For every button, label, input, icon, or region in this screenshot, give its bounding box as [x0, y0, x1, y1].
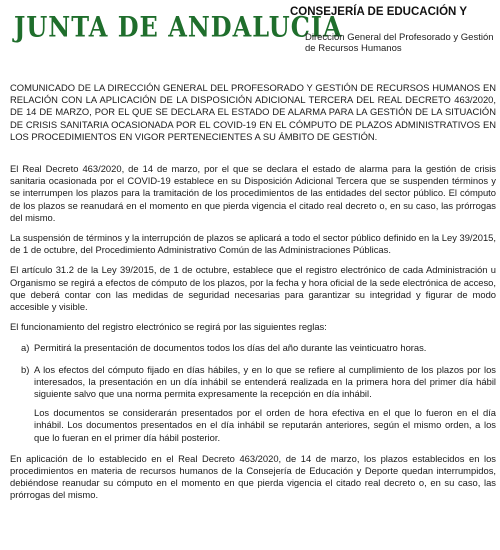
document-header	[0, 0, 500, 62]
department-name: CONSEJERÍA DE EDUCACIÓN Y	[290, 6, 468, 18]
rule-a-text: Permitirá la presentación de documentos todos los días del año durante las veinticuatro horas.	[34, 342, 427, 354]
rule-a-marker: a)	[21, 342, 30, 354]
directorate-name: Dirección General del Profesorado y Gestión de Recursos Humanos	[305, 32, 494, 54]
paragraph-application: En aplicación de lo establecido en el Real Decreto 463/2020, de 14 de marzo, los plazos establecidos en los procedimientos en materia de recursos humanos de la Consejería de Educación y Deporte quedan interrumpidos, debiéndose reanudar su cómputo en el momento en que pierda vigencia el citado real decreto o, en su caso, las prórrogas del mismo.	[10, 452, 496, 501]
junta-de-andalucia-logo: JUNTA DE ANDALUCIA	[14, 10, 343, 44]
rule-a	[10, 342, 496, 354]
rule-b-marker: b)	[21, 363, 30, 375]
rule-b-body	[34, 364, 496, 444]
paragraph-suspension: La suspensión de términos y la interrupción de plazos se aplicará a todo el sector público definido en la Ley 39/2015, de 1 de octubre, del Procedimiento Administrativo Común de las Administraciones Públicas.	[10, 232, 496, 256]
rule-b	[10, 364, 496, 444]
document-body	[10, 82, 496, 510]
paragraph-royal-decree: El Real Decreto 463/2020, de 14 de marzo, por el que se declara el estado de alarma para la gestión de crisis sanitaria ocasionada por el COVID-19 establece en su Disposición Adicional Tercera que se suspenden términos y se interrumpen los plazos para la tramitación de los procedimientos de las entidades del sector público. El cómputo de los plazos se reanudará en el momento en que pierda vigencia el citado real decreto o, en su caso, las prórrogas del mismo.	[10, 163, 496, 223]
rules-intro: El funcionamiento del registro electrónico se regirá por las siguientes reglas:	[10, 321, 327, 333]
rule-b-text-1: A los efectos del cómputo fijado en días hábiles, y en lo que se refiere al cumplimiento de los plazos por los interesados, la presentación en un día inhábil se entenderá realizada en la primera hora del primer día hábil siguiente salvo que una norma permita expresamente la recepción en día inhábil.	[34, 363, 496, 400]
paragraph-article-31: El artículo 31.2 de la Ley 39/2015, de 1 de octubre, establece que el registro electrónico de cada Administración u Organismo se regirá a efectos de cómputo de los plazos, por la fecha y hora oficial de la sede electrónica de acceso, que deberá contar con las medidas de seguridad necesarias para garantizar su integridad y figurar de modo accesible y visible.	[10, 264, 496, 313]
document-title: COMUNICADO DE LA DIRECCIÓN GENERAL DEL PROFESORADO Y GESTIÓN DE RECURSOS HUMANOS EN RELACIÓN CON LA APLICACIÓN DE LA DISPOSICIÓN ADICIONAL TERCERA DEL REAL DECRETO 463/2020, DE 14 DE MARZO, POR EL QUE SE DECLARA EL ESTADO DE ALARMA PARA LA GESTIÓN DE LA SITUACIÓN DE CRISIS SANITARIA OCASIONADA POR EL COVID-19 EN EL CÓMPUTO DE PLAZOS ADMINISTRATIVOS EN LOS PROCEDIMIENTOS EN VIGOR PERTENECIENTES A SU ÁMBITO DE GESTIÓN.	[10, 82, 496, 142]
rule-b-text-2: Los documentos se considerarán presentados por el orden de hora efectiva en el que lo fueron en el día inhábil. Los documentos presentados en el día inhábil se reputarán anteriores, según el mismo orden, a los que lo fueran en el primer día hábil posterior.	[34, 407, 496, 443]
